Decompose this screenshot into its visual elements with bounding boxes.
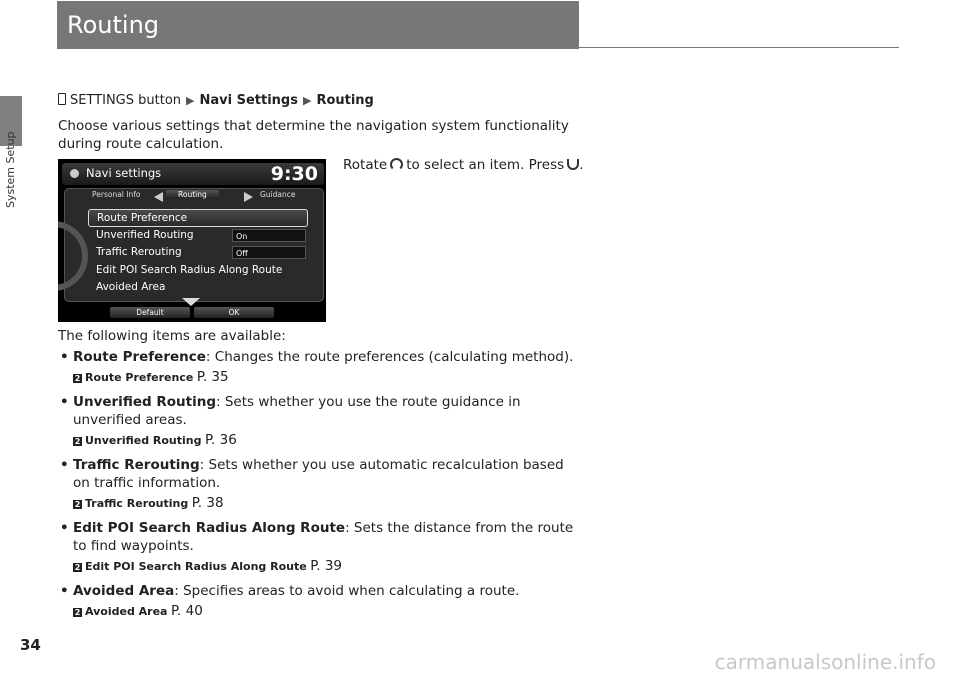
screen-clock: 9:30: [270, 163, 318, 185]
cross-reference[interactable]: [73, 494, 578, 513]
menu-item-label: Avoided Area: [96, 281, 166, 293]
menu-item-value: Off: [232, 246, 306, 259]
reference-title: Route Preference: [85, 371, 194, 384]
title-rule: [579, 47, 899, 48]
item-name: Unverified Routing: [73, 394, 216, 410]
press-dial-icon: [567, 159, 579, 170]
instruction-note: [343, 157, 583, 173]
section-tab-label: System Setup: [4, 131, 17, 208]
reference-arrow-icon: 2: [74, 608, 81, 617]
list-item-edit-poi-search-radius: [58, 519, 578, 576]
tab-right-arrow-icon[interactable]: [244, 192, 253, 202]
item-name: Route Preference: [73, 349, 206, 365]
default-button[interactable]: Default: [110, 307, 190, 318]
bullet-icon: •: [60, 394, 69, 410]
menu-item-label: Traffic Rerouting: [96, 246, 182, 258]
bullet-icon: •: [60, 583, 69, 599]
list-item-traffic-rerouting: [58, 456, 578, 513]
reference-title: Unverified Routing: [85, 434, 202, 447]
menu-item-traffic-rerouting[interactable]: [88, 244, 306, 262]
tab-routing[interactable]: Routing: [166, 190, 219, 199]
cross-reference[interactable]: [73, 368, 578, 387]
scroll-down-icon[interactable]: [182, 298, 200, 306]
item-description: : Specifies areas to avoid when calculating a route.: [174, 583, 520, 599]
list-item-route-preference: [58, 348, 578, 387]
reference-title: Avoided Area: [85, 605, 168, 618]
reference-page: P. 40: [170, 603, 203, 619]
navi-settings-screenshot: [58, 159, 326, 322]
cross-reference[interactable]: [73, 602, 578, 621]
bullet-icon: •: [60, 520, 69, 536]
item-name: Edit POI Search Radius Along Route: [73, 520, 346, 536]
reference-page: P. 36: [205, 432, 237, 448]
item-description: : Changes the route preferences (calculating method).: [205, 349, 574, 365]
breadcrumb-arrow-icon: ▶: [186, 94, 195, 107]
item-description: : Sets whether you use the route guidance in unverified areas.: [73, 394, 521, 428]
bullet-icon: •: [60, 457, 69, 473]
available-heading: The following items are available:: [58, 328, 286, 344]
menu-item-label: Route Preference: [97, 212, 188, 224]
page-number: 34: [20, 636, 41, 654]
reference-arrow-icon: 2: [74, 563, 81, 572]
reference-title: Traffic Rerouting: [85, 497, 189, 510]
reference-arrow-icon: 2: [74, 437, 81, 446]
menu-item-unverified-routing[interactable]: [88, 227, 306, 245]
menu-item-route-preference[interactable]: [88, 209, 308, 227]
settings-tabs: [84, 189, 318, 203]
home-button-icon: [58, 93, 66, 105]
interface-dial-icon: [390, 158, 403, 171]
list-item-avoided-area: [58, 582, 578, 621]
breadcrumb-step-routing: Routing: [316, 93, 374, 108]
settings-menu: [88, 209, 306, 297]
instruction-select-text: to select an item. Press: [406, 157, 565, 173]
breadcrumb-start: SETTINGS button: [70, 93, 182, 108]
cross-reference[interactable]: [73, 557, 578, 576]
instruction-end-text: .: [579, 157, 584, 173]
reference-page: P. 35: [196, 369, 229, 385]
reference-title: Edit POI Search Radius Along Route: [85, 560, 307, 573]
list-item-unverified-routing: [58, 393, 578, 450]
screen-title: Navi settings: [86, 166, 162, 180]
reference-page: P. 38: [191, 495, 224, 511]
reference-page: P. 39: [310, 558, 343, 574]
item-description: : Sets the distance from the route to find waypoints.: [73, 520, 574, 554]
tab-left-arrow-icon[interactable]: [154, 192, 163, 202]
item-name: Avoided Area: [73, 583, 175, 599]
reference-arrow-icon: 2: [74, 374, 81, 383]
settings-icon: [70, 169, 79, 178]
item-name: Traffic Rerouting: [73, 457, 200, 473]
cross-reference[interactable]: [73, 431, 578, 450]
tab-personal-info[interactable]: Personal Info: [92, 190, 141, 199]
breadcrumb: [58, 93, 374, 108]
breadcrumb-step-navi-settings: Navi Settings: [199, 93, 298, 108]
tab-guidance[interactable]: Guidance: [260, 190, 296, 199]
menu-item-avoided-area[interactable]: [88, 279, 306, 297]
watermark: carmanualsonline.info: [714, 650, 936, 674]
reference-arrow-icon: 2: [74, 500, 81, 509]
menu-item-edit-poi-search-radius[interactable]: [88, 262, 306, 280]
ok-button[interactable]: OK: [194, 307, 274, 318]
screen-header: [62, 163, 324, 185]
breadcrumb-arrow-icon: ▶: [302, 94, 312, 107]
item-description: : Sets whether you use automatic recalculation based on traffic information.: [73, 457, 564, 491]
menu-item-value: On: [232, 229, 306, 242]
bullet-icon: •: [60, 349, 69, 365]
instruction-rotate-text: Rotate: [343, 157, 388, 173]
menu-item-label: Edit POI Search Radius Along Route: [96, 263, 283, 276]
intro-paragraph: Choose various settings that determine the navigation system functionality during route calculation.: [58, 118, 569, 152]
page-title: Routing: [57, 1, 579, 49]
settings-item-list: [58, 348, 578, 621]
menu-item-label: Unverified Routing: [96, 228, 194, 241]
